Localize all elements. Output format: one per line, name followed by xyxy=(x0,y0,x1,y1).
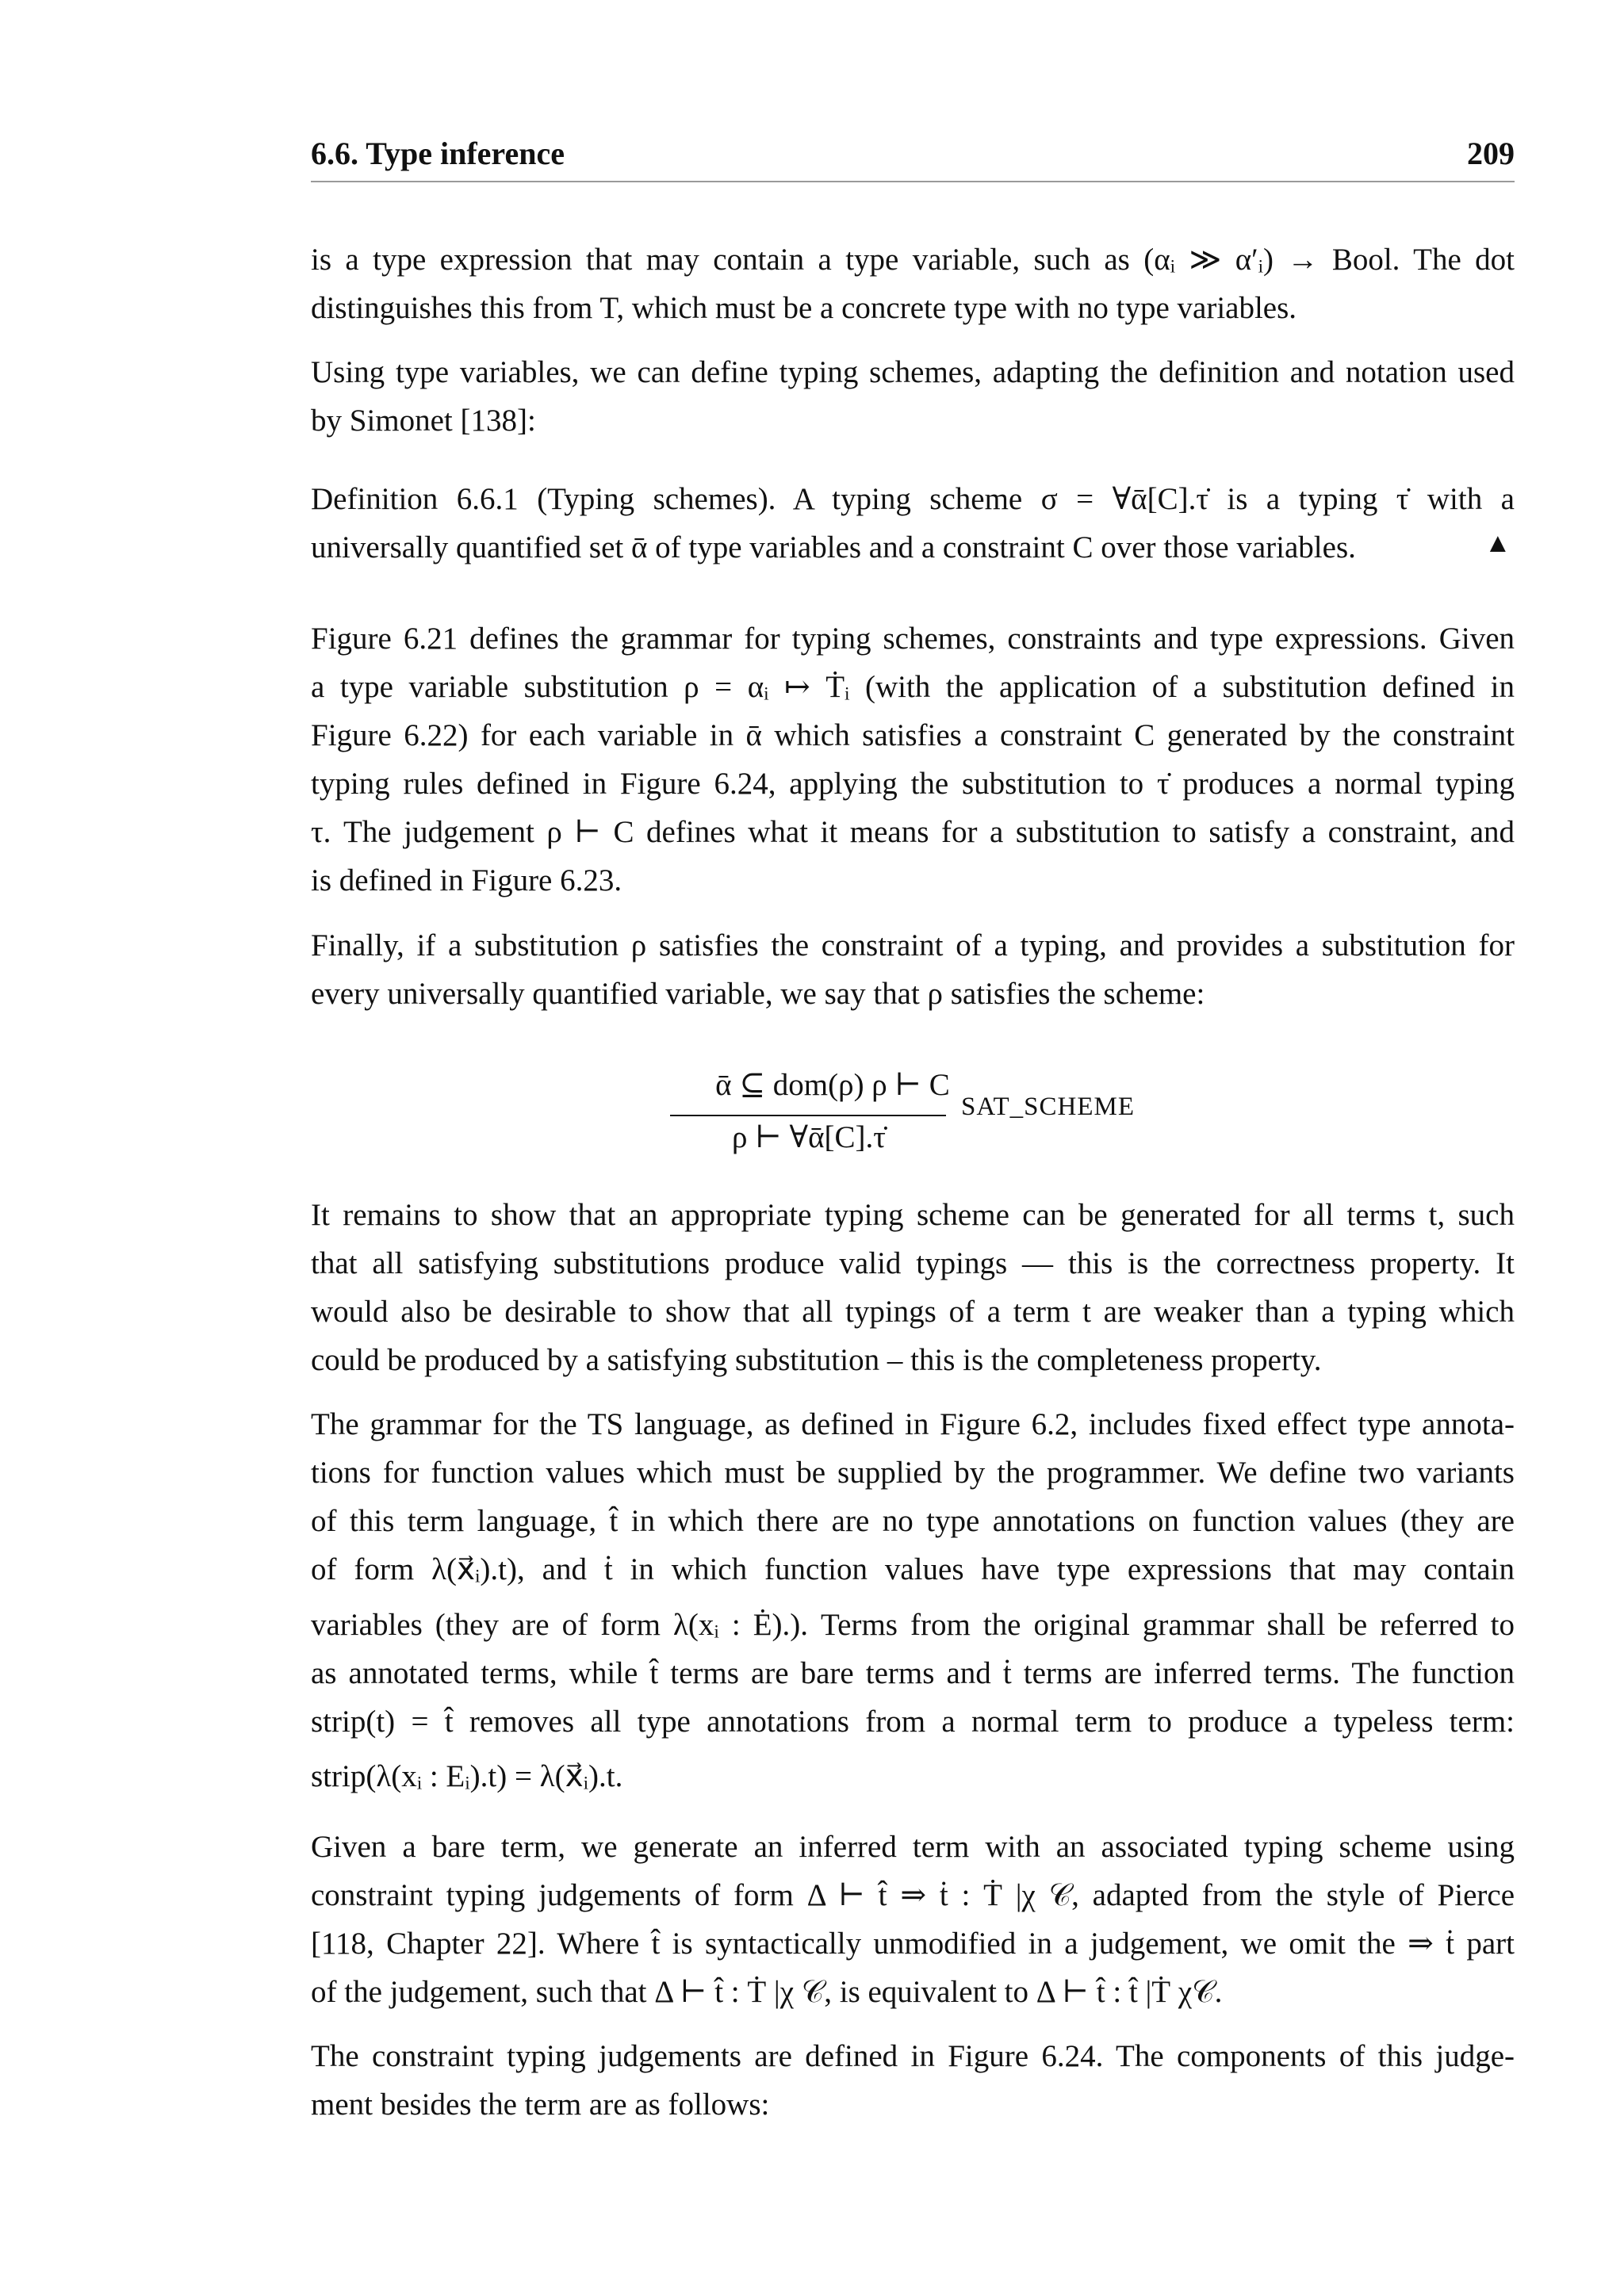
body-line: of this term language, t̂ in which there are no type annotations on function values (they are xyxy=(311,1504,1515,1538)
body-line: by Simonet [138]: xyxy=(311,404,536,438)
body-line: could be produced by a satisfying substitution – this is the completeness property. xyxy=(311,1343,1322,1377)
end-of-definition-marker: ▲ xyxy=(1484,529,1511,558)
inference-bar xyxy=(670,1115,946,1116)
body-line: constraint typing judgements of form Δ ⊢ t̂ ⇒ ṫ : Ṫ |χ 𝒞, adapted from the style of Pierce xyxy=(311,1878,1515,1912)
rule-premises: ᾱ ⊆ dom(ρ) ρ ⊢ C xyxy=(715,1068,950,1102)
page-number: 209 xyxy=(1467,136,1515,171)
body-line: Figure 6.22) for each variable in ᾱ which satisfies a constraint C generated by the constraint xyxy=(311,718,1515,752)
body-line: distinguishes this from T, which must be a concrete type with no type variables. xyxy=(311,291,1297,325)
rule-name: SAT_SCHEME xyxy=(961,1093,1136,1121)
section-title: 6.6. Type inference xyxy=(311,136,565,171)
body-line: of form λ(x⃗ᵢ).t), and ṫ in which function values have type expressions that may contain xyxy=(311,1552,1515,1586)
body-line: of the judgement, such that Δ ⊢ t̂ : Ṫ |χ 𝒞, is equivalent to Δ ⊢ t̂ : t̂ |Ṫ χ𝒞. xyxy=(311,1975,1223,2009)
body-line: Finally, if a substitution ρ satisfies the constraint of a typing, and provides a substitution for xyxy=(311,928,1515,962)
body-line: The constraint typing judgements are defined in Figure 6.24. The components of this judge- xyxy=(311,2039,1515,2073)
body-line: every universally quantified variable, we say that ρ satisfies the scheme: xyxy=(311,977,1205,1011)
body-line: is defined in Figure 6.23. xyxy=(311,863,622,897)
body-line: tions for function values which must be supplied by the programmer. We define two variants xyxy=(311,1456,1515,1490)
body-line: strip(t) = t̂ removes all type annotations from a normal term to produce a typeless term: xyxy=(311,1705,1515,1739)
body-line: typing rules defined in Figure 6.24, applying the substitution to τ̇ produces a normal typing xyxy=(311,767,1515,801)
body-line: The grammar for the TS language, as defined in Figure 6.2, includes fixed effect type annota- xyxy=(311,1407,1515,1441)
body-line: as annotated terms, while t̂ terms are bare terms and ṫ terms are inferred terms. The function xyxy=(311,1656,1515,1690)
running-header xyxy=(311,135,1515,182)
body-line: τ. The judgement ρ ⊢ C defines what it means for a substitution to satisfy a constraint, and xyxy=(311,815,1515,849)
body-line: Figure 6.21 defines the grammar for typing schemes, constraints and type expressions. Given xyxy=(311,622,1515,656)
definition-line: Definition 6.6.1 (Typing schemes). A typing scheme σ = ∀ᾱ[C].τ̇ is a typing τ̇ with a xyxy=(311,482,1515,516)
rule-conclusion: ρ ⊢ ∀ᾱ[C].τ̇ xyxy=(732,1120,886,1154)
body-line: It remains to show that an appropriate typing scheme can be generated for all terms t, such xyxy=(311,1198,1515,1232)
body-line: would also be desirable to show that all typings of a term t are weaker than a typing which xyxy=(311,1295,1515,1329)
body-line: Using type variables, we can define typing schemes, adapting the definition and notation used xyxy=(311,355,1515,389)
body-line: is a type expression that may contain a type variable, such as (αᵢ ≫ α′ᵢ) → Bool. The dot xyxy=(311,243,1515,277)
body-line: Given a bare term, we generate an inferred term with an associated typing scheme using xyxy=(311,1830,1515,1864)
body-line: a type variable substitution ρ = αᵢ ↦ Ṫᵢ (with the application of a substitution defined in xyxy=(311,670,1515,704)
body-line: strip(λ(xᵢ : Eᵢ).t) = λ(x⃗ᵢ).t. xyxy=(311,1759,623,1793)
definition-line: universally quantified set ᾱ of type variables and a constraint C over those variables. xyxy=(311,530,1356,564)
body-line: variables (they are of form λ(xᵢ : Ė).). Terms from the original grammar shall be referred to xyxy=(311,1608,1515,1642)
body-line: that all satisfying substitutions produce valid typings — this is the correctness property. It xyxy=(311,1246,1515,1280)
body-line: ment besides the term are as follows: xyxy=(311,2087,770,2122)
body-line: [118, Chapter 22]. Where t̂ is syntactically unmodified in a judgement, we omit the ⇒ ṫ part xyxy=(311,1927,1515,1961)
